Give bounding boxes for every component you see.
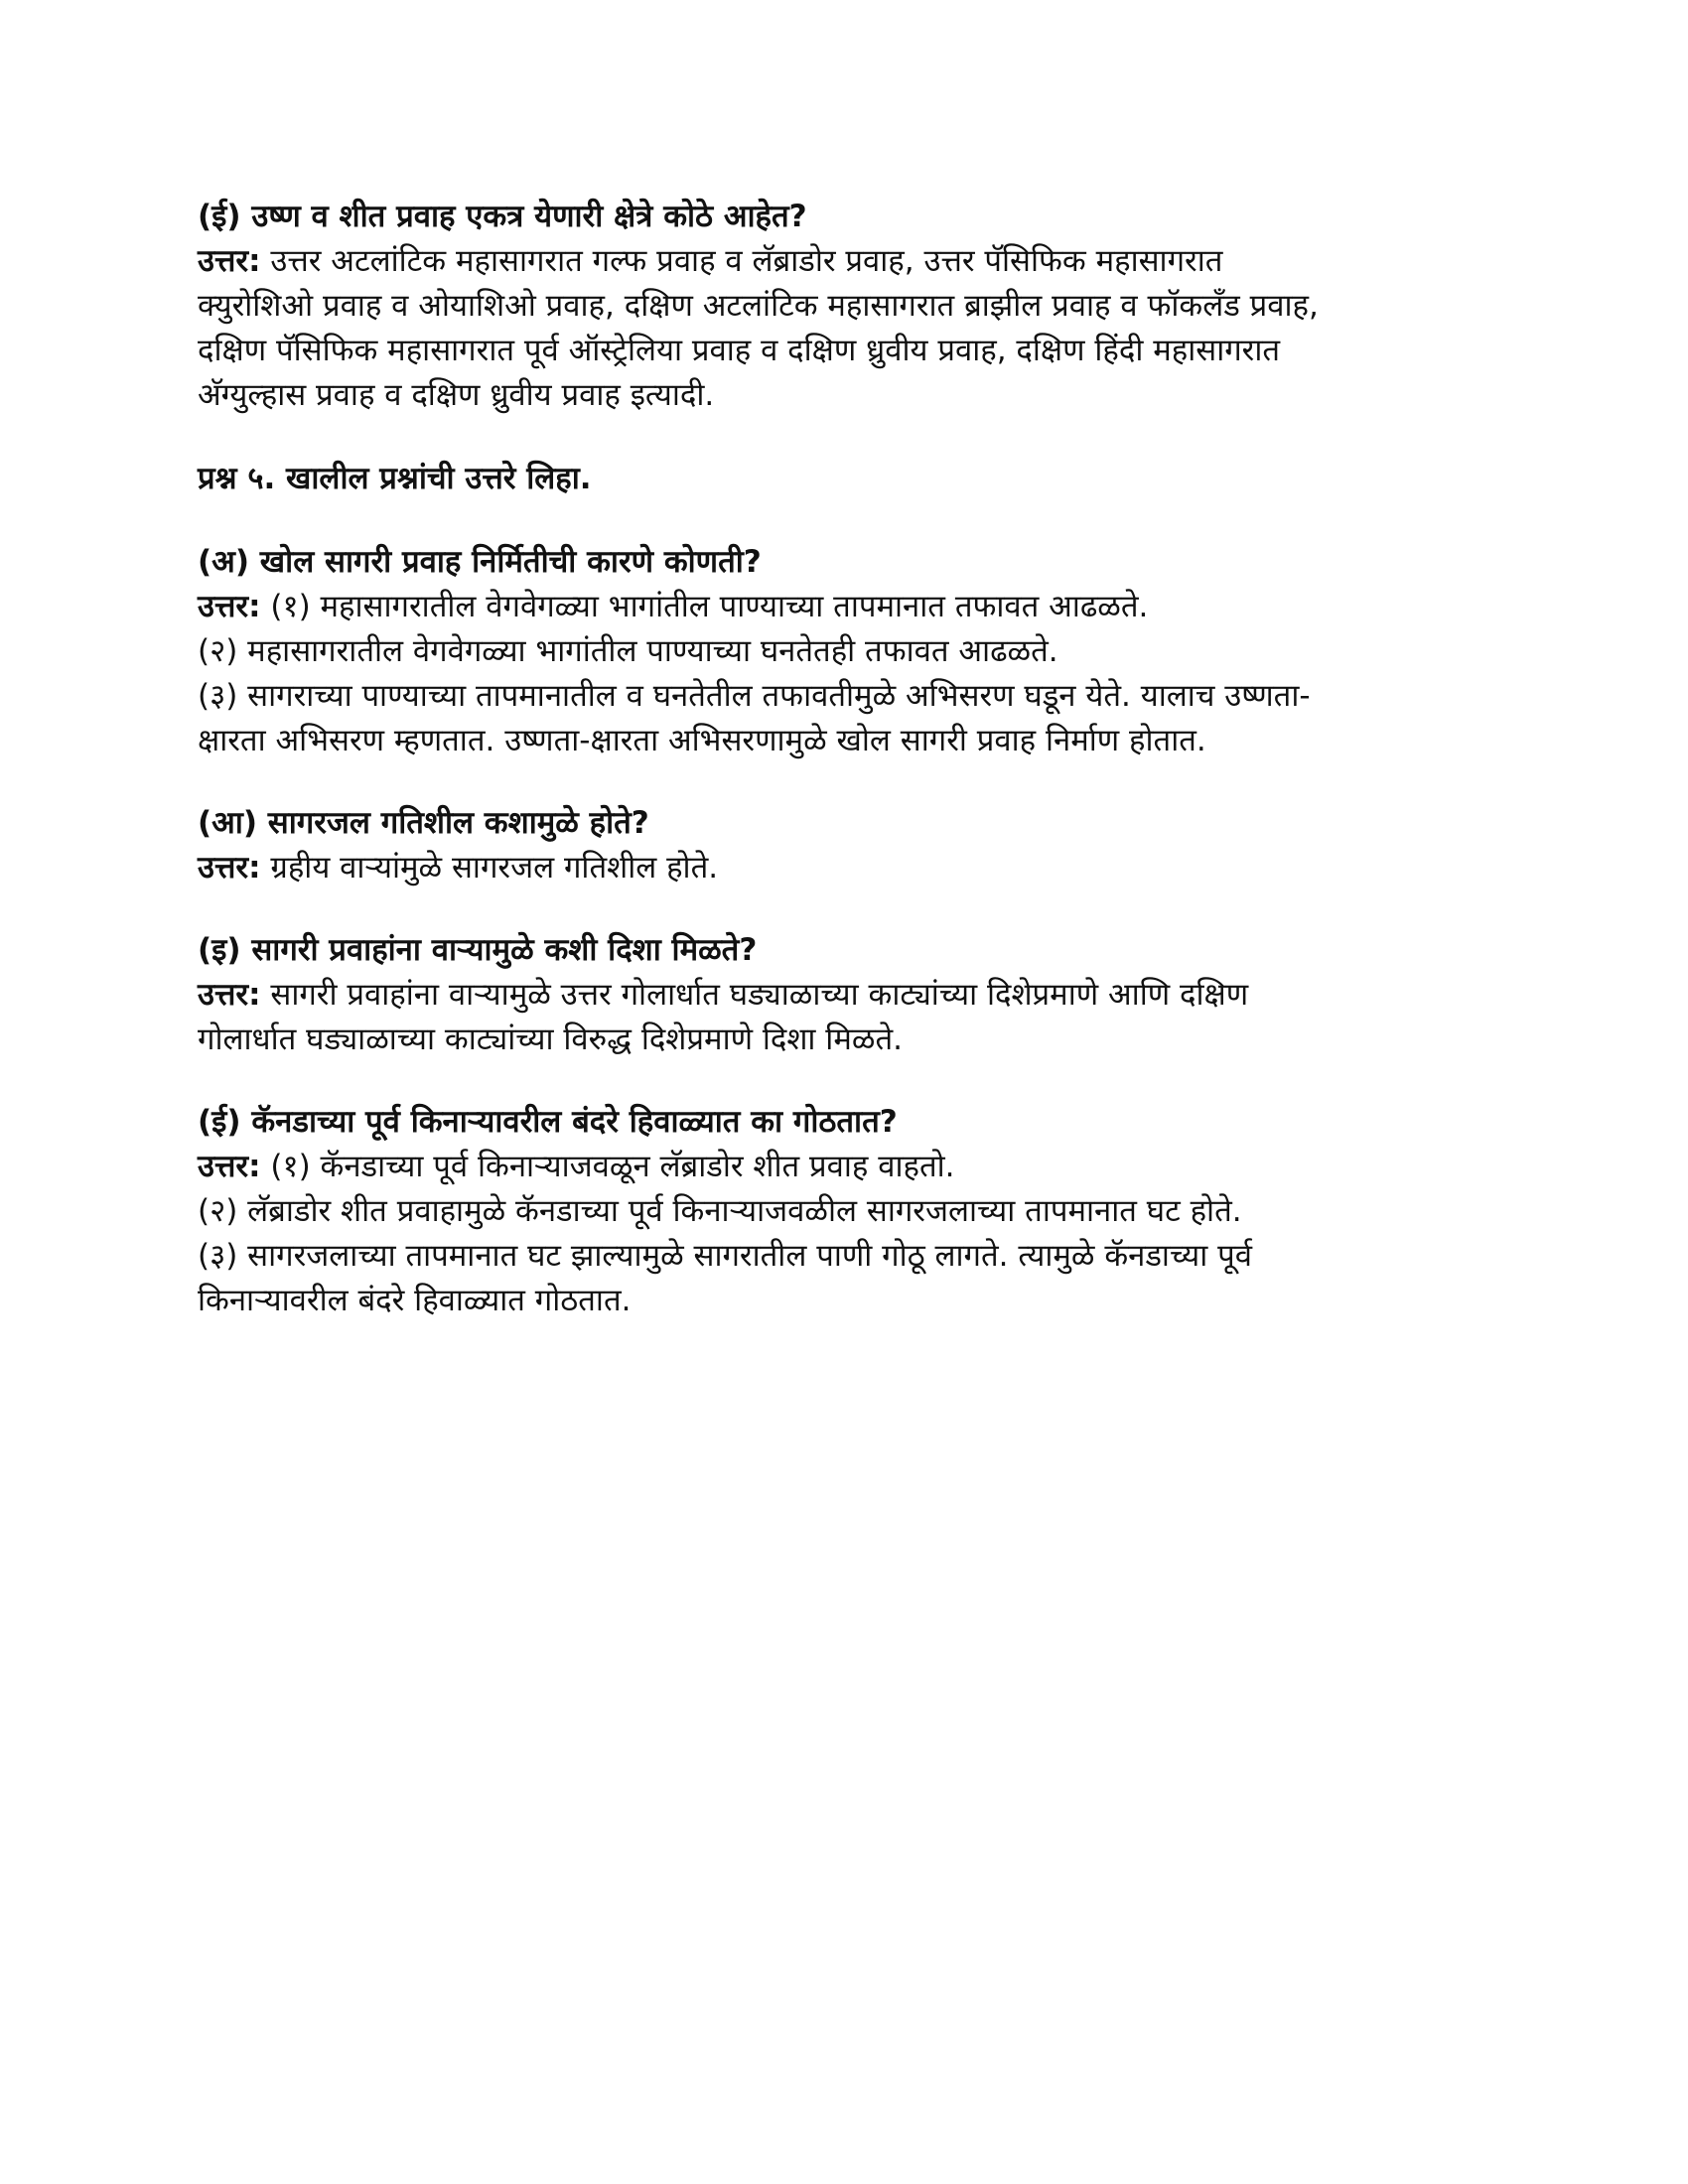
- answer-line: अ‍ॅग्युल्हास प्रवाह व दक्षिण ध्रुवीय प्रवाह इत्यादी.: [198, 377, 715, 413]
- question-heading: (ई) कॅनडाच्या पूर्व किनाऱ्यावरील बंदरे हिवाळ्यात का गोठतात?: [198, 1104, 898, 1140]
- answer-label: उत्तर:: [198, 589, 261, 624]
- answer-line: (२) लॅब्राडोर शीत प्रवाहामुळे कॅनडाच्या पूर्व किनाऱ्याजवळील सागरजलाच्या तापमानात घट होते.: [198, 1193, 1242, 1229]
- answer-label: उत्तर:: [198, 977, 261, 1013]
- answer-line: क्युरोशिओ प्रवाह व ओयाशिओ प्रवाह, दक्षिण अटलांटिक महासागरात ब्राझील प्रवाह व फॉकलँड प्रवाह,: [198, 288, 1319, 324]
- answer-label: उत्तर:: [198, 850, 261, 886]
- answer-line: [198, 585, 1498, 629]
- answer-text: (१) कॅनडाच्या पूर्व किनाऱ्याजवळून लॅब्राडोर शीत प्रवाह वाहतो.: [270, 1149, 955, 1184]
- answer-line: दक्षिण पॅसिफिक महासागरात पूर्व ऑस्ट्रेलिया प्रवाह व दक्षिण ध्रुवीय प्रवाह, दक्षिण हिंदी महासागरात: [198, 333, 1281, 368]
- question-heading: (इ) सागरी प्रवाहांना वाऱ्यामुळे कशी दिशा मिळते?: [198, 932, 758, 968]
- qa-block-i-wind-direction: [198, 928, 1498, 1062]
- answer-line: (३) सागराच्या पाण्याच्या तापमानातील व घनतेतील तफावतीमुळे अभिसरण घडून येते. यालाच उष्णता-: [198, 678, 1311, 714]
- answer-line: (२) महासागरातील वेगवेगळ्या भागांतील पाण्याच्या घनतेतही तफावत आढळते.: [198, 633, 1058, 669]
- section-heading-block: [198, 457, 1498, 501]
- document-page: [198, 195, 1498, 1323]
- answer-line: [198, 1145, 1498, 1189]
- answer-line: गोलार्धात घड्याळाच्या काट्यांच्या विरुद्ध दिशेप्रमाणे दिशा मिळते.: [198, 1022, 903, 1057]
- answer-line: [198, 239, 1498, 284]
- question-heading: (ई) उष्ण व शीत प्रवाह एकत्र येणारी क्षेत्रे कोठे आहेत?: [198, 199, 807, 234]
- answer-line: [198, 846, 1498, 890]
- answer-line: [198, 973, 1498, 1018]
- answer-label: उत्तर:: [198, 243, 261, 279]
- answer-text: ग्रहीय वाऱ्यांमुळे सागरजल गतिशील होते.: [270, 850, 719, 886]
- qa-block-ee-canada-ports: [198, 1100, 1498, 1323]
- answer-text: उत्तर अटलांटिक महासागरात गल्फ प्रवाह व लॅब्राडोर प्रवाह, उत्तर पॅसिफिक महासागरात: [270, 243, 1223, 279]
- qa-block-e-warm-cold-currents: [198, 195, 1498, 418]
- qa-block-aa-ocean-motion: [198, 801, 1498, 890]
- answer-line: किनाऱ्यावरील बंदरे हिवाळ्यात गोठतात.: [198, 1283, 632, 1318]
- question-heading: (अ) खोल सागरी प्रवाह निर्मितीची कारणे कोणती?: [198, 544, 762, 580]
- qa-block-a-deep-currents: [198, 540, 1498, 763]
- answer-label: उत्तर:: [198, 1149, 261, 1184]
- answer-text: सागरी प्रवाहांना वाऱ्यामुळे उत्तर गोलार्धात घड्याळाच्या काट्यांच्या दिशेप्रमाणे आणि दक्षिण: [270, 977, 1249, 1013]
- answer-text: (१) महासागरातील वेगवेगळ्या भागांतील पाण्याच्या तापमानात तफावत आढळते.: [270, 589, 1149, 624]
- question-heading: (आ) सागरजल गतिशील कशामुळे होते?: [198, 805, 649, 841]
- answer-line: क्षारता अभिसरण म्हणतात. उष्णता-क्षारता अभिसरणामुळे खोल सागरी प्रवाह निर्माण होतात.: [198, 723, 1206, 758]
- section-heading: प्रश्न ५. खालील प्रश्नांची उत्तरे लिहा.: [198, 461, 592, 496]
- answer-line: (३) सागरजलाच्या तापमानात घट झाल्यामुळे सागरातील पाणी गोठू लागते. त्यामुळे कॅनडाच्या पूर्व: [198, 1238, 1252, 1274]
